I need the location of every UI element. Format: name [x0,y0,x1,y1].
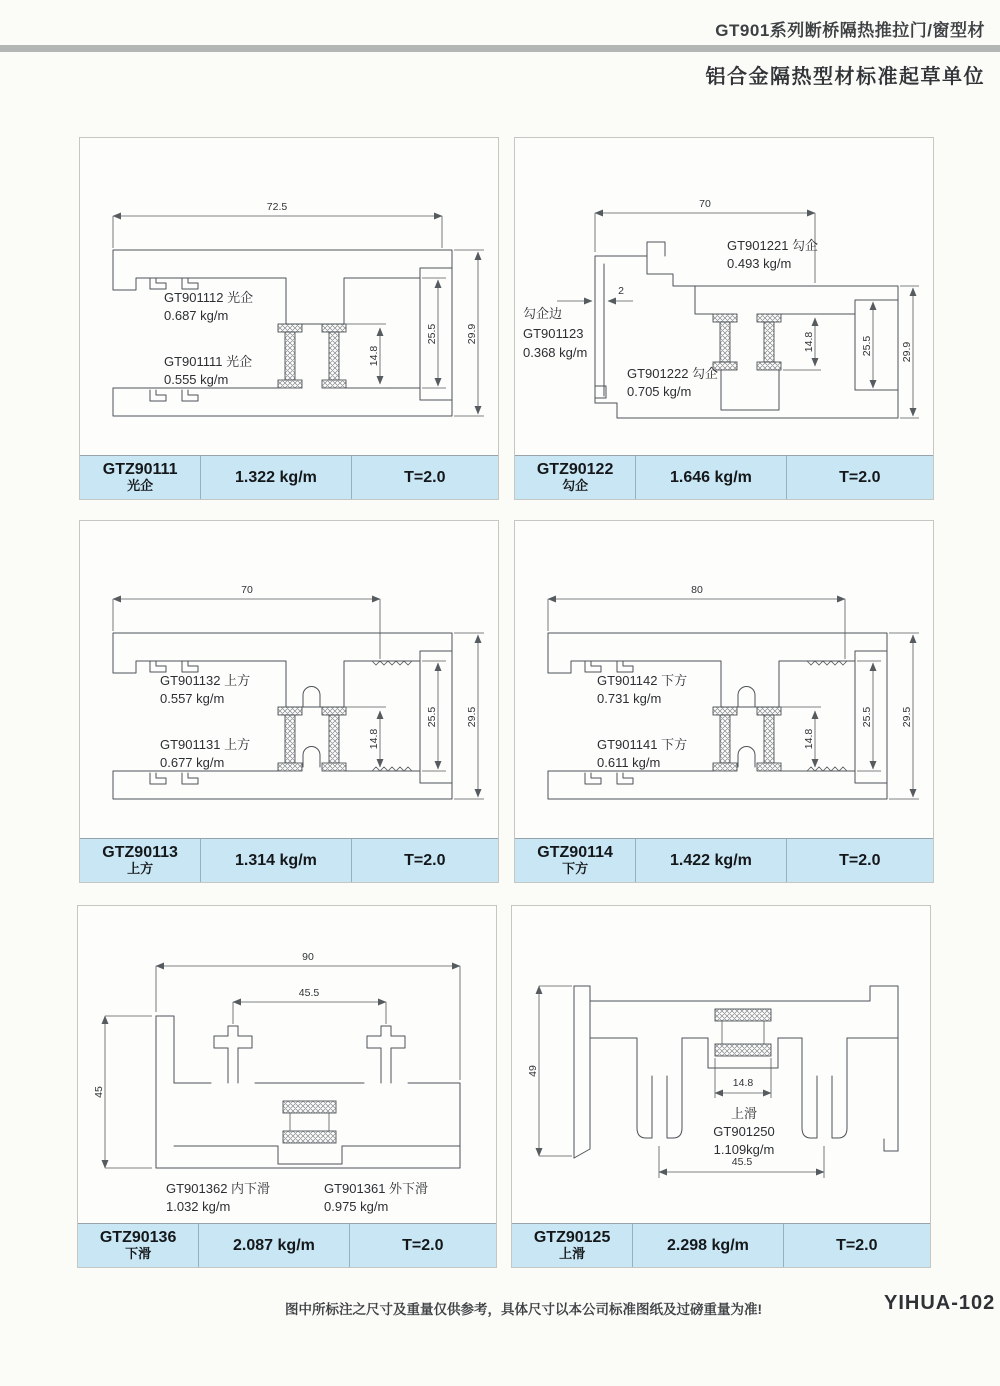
part-weight-label: 1.032 kg/m [166,1199,231,1214]
thermal-break-strut [757,314,781,322]
thickness-value: T=2.0 [404,468,446,486]
part-label: GT901141 下方 [597,737,688,752]
dim-strut-label: 14.8 [803,728,815,750]
spec-model-cell [515,839,636,882]
part-weight-label: 0.731 kg/m [597,691,662,706]
model-name: 下方 [562,860,589,876]
dim-inner-label: 45.5 [731,1156,753,1168]
hanger-channel [802,1038,817,1138]
spec-thickness-cell [787,456,933,499]
profile-outline [113,250,452,416]
spec-weight-cell [201,456,351,499]
hanger-channel [667,1038,682,1138]
vertical-dimensions [346,250,484,416]
part-label: GT901221 勾企 [727,238,819,253]
strut-connector [290,1113,329,1131]
vertical-dimensions [783,286,919,418]
serration [372,767,412,771]
dim-width-label: 72.5 [266,201,288,213]
dim-gap-label: 2 [618,285,624,297]
part-weight-label: 0.705 kg/m [627,384,692,399]
dim-pocket-label: 25.5 [426,323,438,345]
side-part-label [523,306,587,360]
vertical-dimensions [781,633,919,799]
disclaimer-note: 图中所标注之尺寸及重量仅供参考，具体尺寸以本公司标准图纸及过磅重量为准! [285,1302,762,1317]
roller-rail-stem [381,1048,391,1083]
model-name: 上方 [127,860,154,876]
dim-pocket-label: 25.5 [861,706,873,728]
part-weight-label: 0.611 kg/m [597,755,661,770]
strut-dimension [715,1058,771,1098]
profile-outline [113,633,452,799]
screw-port-hook [150,390,166,401]
part-label: 勾企边 [523,306,563,321]
part-label: GT901222 勾企 [627,366,719,381]
dim-height-label: 29.5 [901,706,913,728]
part-labels [160,673,250,770]
part-labels [164,290,253,387]
thickness-value: T=2.0 [402,1236,444,1254]
gasket-channel [738,747,755,768]
weight-value: 1.646 kg/m [670,468,752,486]
weight-value: 1.422 kg/m [670,851,752,869]
profile-outline [548,633,887,799]
center-box [278,1146,342,1164]
weight-value: 2.298 kg/m [667,1236,749,1254]
profile-drawing-gtz90136 [78,906,496,1224]
dim-width-label: 70 [699,198,711,210]
part-label: GT901132 上方 [160,673,251,688]
part-weight-label: 0.687 kg/m [164,308,229,323]
part-code-label: GT901250 [713,1124,775,1139]
profile-panel-gtz90114 [514,520,934,883]
thermal-break-strut [278,763,302,771]
width-dimension [548,584,845,659]
bottom-rail-outline [113,771,452,799]
model-name: 勾企 [562,477,589,493]
dim-pocket-label: 25.5 [426,706,438,728]
thermal-break-strut [757,362,781,370]
thermal-break-strut [322,707,346,715]
thickness-value: T=2.0 [404,851,446,869]
thermal-break-strut [278,707,302,715]
right-hook [884,1139,898,1151]
part-label: GT901112 光企 [164,290,254,305]
profile-drawing-gtz90125 [512,906,930,1224]
part-label: GT901111 光企 [164,354,253,369]
thermal-break-strut [329,332,339,380]
dim-width-label: 80 [691,584,703,596]
part-code-label: GT901123 [523,326,584,341]
height-dimension [93,1016,152,1168]
spec-thickness-cell [352,839,498,882]
dim-height-label: 45 [93,1086,105,1098]
profile-drawing-gtz90113 [80,521,498,839]
screw-port-hook [150,773,166,784]
serration [807,767,847,771]
glazing-box [721,370,779,410]
part-labels [166,1181,428,1214]
part-weight-label: 0.677 kg/m [160,755,225,770]
bottom-rail-outline [548,771,887,799]
left-wall-tip [574,1149,590,1158]
profile-panel-gtz90122 [514,137,934,500]
spec-table [515,455,933,499]
weight-value: 1.314 kg/m [235,851,317,869]
dim-height-label: 49 [527,1065,539,1077]
thermal-break-strut [720,715,730,763]
spec-thickness-cell [784,1224,930,1267]
serration [372,661,412,665]
thickness-value: T=2.0 [836,1236,878,1254]
hook-block-top [595,256,695,286]
part-label: GT901131 上方 [160,737,251,752]
thermal-break-strut [764,322,774,362]
spec-weight-cell [201,839,351,882]
model-code: GTZ90114 [537,844,613,862]
screw-port-hook [617,773,633,784]
dim-strut-label: 14.8 [368,345,380,367]
thermal-break-strut [757,763,781,771]
thermal-break-strut [285,715,295,763]
upstand-wall [156,1016,174,1083]
screw-port-hook [150,278,166,289]
part-labels [597,673,687,770]
spec-table [78,1223,496,1267]
profile-outline [156,1016,460,1168]
thermal-break-strut [322,380,346,388]
thermal-break-strut [278,324,302,332]
height-dimension [527,986,572,1156]
thermal-break-strut [715,1009,771,1021]
width-dimension [113,201,442,248]
series-title: GT901系列断桥隔热推拉门/窗型材 [715,21,985,40]
thermal-break-strut [285,332,295,380]
spec-model-cell [512,1224,633,1267]
roller-rail-head [214,1026,252,1048]
org-subtitle: 铝合金隔热型材标准起草单位 [705,66,985,88]
part-weight-label: 0.557 kg/m [160,691,225,706]
width-dimension [113,584,380,659]
width-dimension [156,951,460,1080]
dim-height-label: 29.9 [466,323,478,345]
vertical-dimensions [346,633,484,799]
thermal-break-strut [713,707,737,715]
part-weight-label: 0.368 kg/m [523,345,588,360]
tray-outline [156,1016,460,1168]
dim-strut-label: 14.8 [732,1077,754,1089]
part-weight-label: 0.493 kg/m [727,256,792,271]
thermal-break-strut [720,322,730,362]
spec-table [515,838,933,882]
gasket-channel [303,747,320,768]
bottom-rail-outline [113,388,452,416]
serration [807,661,847,665]
thermal-break-strut [322,763,346,771]
part-weight-label: 0.975 kg/m [324,1199,389,1214]
screw-port-hook [617,661,633,672]
gasket-channel [303,687,320,708]
screw-port-hook [585,773,601,784]
spec-model-cell [80,456,201,499]
hanger-channel [832,1038,847,1138]
spec-thickness-cell [787,839,933,882]
part-weight-label: 0.555 kg/m [164,372,229,387]
thickness-value: T=2.0 [839,851,881,869]
thermal-break-strut [329,715,339,763]
profile-panel-gtz90111 [79,137,499,500]
profile-drawing-gtz90122 [515,138,933,456]
spec-weight-cell [633,1224,783,1267]
strut-connector [722,1021,764,1044]
model-code: GTZ90125 [533,1229,611,1247]
part-labels [713,1106,774,1157]
gasket-channel [738,687,755,708]
part-label: GT901361 外下滑 [324,1181,429,1196]
spec-table [80,838,498,882]
profile-panel-gtz90136 [77,905,497,1268]
hanger-channel [637,1038,652,1138]
spec-model-cell [80,839,201,882]
weight-value: 2.087 kg/m [233,1236,315,1254]
top-rail-outline [695,286,713,314]
screw-port-hook [182,661,198,672]
spec-model-cell [78,1224,199,1267]
model-name: 光企 [127,477,154,493]
thermal-break-strut [283,1101,336,1113]
spec-table [512,1223,930,1267]
hook-tab [647,242,665,256]
spec-weight-cell [199,1224,349,1267]
thermal-break-strut [278,380,302,388]
weight-value: 1.322 kg/m [235,468,317,486]
profile-drawing-gtz90111 [80,138,498,456]
thickness-value: T=2.0 [839,468,881,486]
dim-strut-label: 14.8 [803,331,815,353]
dim-width-label: 70 [241,584,253,596]
model-name: 上滑 [559,1245,586,1261]
spec-weight-cell [636,839,786,882]
screw-port-hook [182,390,198,401]
dim-inner-label: 45.5 [298,987,320,999]
spec-table [80,455,498,499]
spec-weight-cell [636,456,786,499]
part-label: 上滑 [730,1106,758,1121]
screw-port-hook [182,773,198,784]
dim-pocket-label: 25.5 [861,335,873,357]
thermal-break-strut [757,707,781,715]
thermal-break-strut [713,314,737,322]
profile-panel-gtz90125 [511,905,931,1268]
thermal-break-strut [713,763,737,771]
screw-port-hook [585,661,601,672]
part-label: GT901362 内下滑 [166,1181,271,1196]
header-divider-bar [0,45,1000,52]
roller-rail-head [367,1026,405,1048]
model-code: GTZ90113 [102,844,178,862]
thermal-break-strut [715,1044,771,1056]
thermal-break-strut [322,324,346,332]
screw-port-hook [182,278,198,289]
model-code: GTZ90111 [102,461,178,479]
profile-drawing-gtz90114 [515,521,933,839]
screw-port-hook [150,661,166,672]
spec-thickness-cell [350,1224,496,1267]
roller-rail-stem [228,1048,238,1083]
dim-strut-label: 14.8 [368,728,380,750]
model-code: GTZ90122 [536,461,614,479]
model-name: 下滑 [125,1245,152,1261]
dim-height-label: 29.5 [466,706,478,728]
part-label: GT901142 下方 [597,673,688,688]
model-code: GTZ90136 [99,1229,177,1247]
spec-model-cell [515,456,636,499]
thermal-break-strut [764,715,774,763]
profile-panel-gtz90113 [79,520,499,883]
dim-height-label: 29.9 [901,341,913,363]
part-weight-label: 1.109kg/m [713,1142,775,1157]
thermal-break-strut [283,1131,336,1143]
dim-width-label: 90 [302,951,314,963]
spec-thickness-cell [352,456,498,499]
page-code: YIHUA-102 [884,1292,996,1314]
